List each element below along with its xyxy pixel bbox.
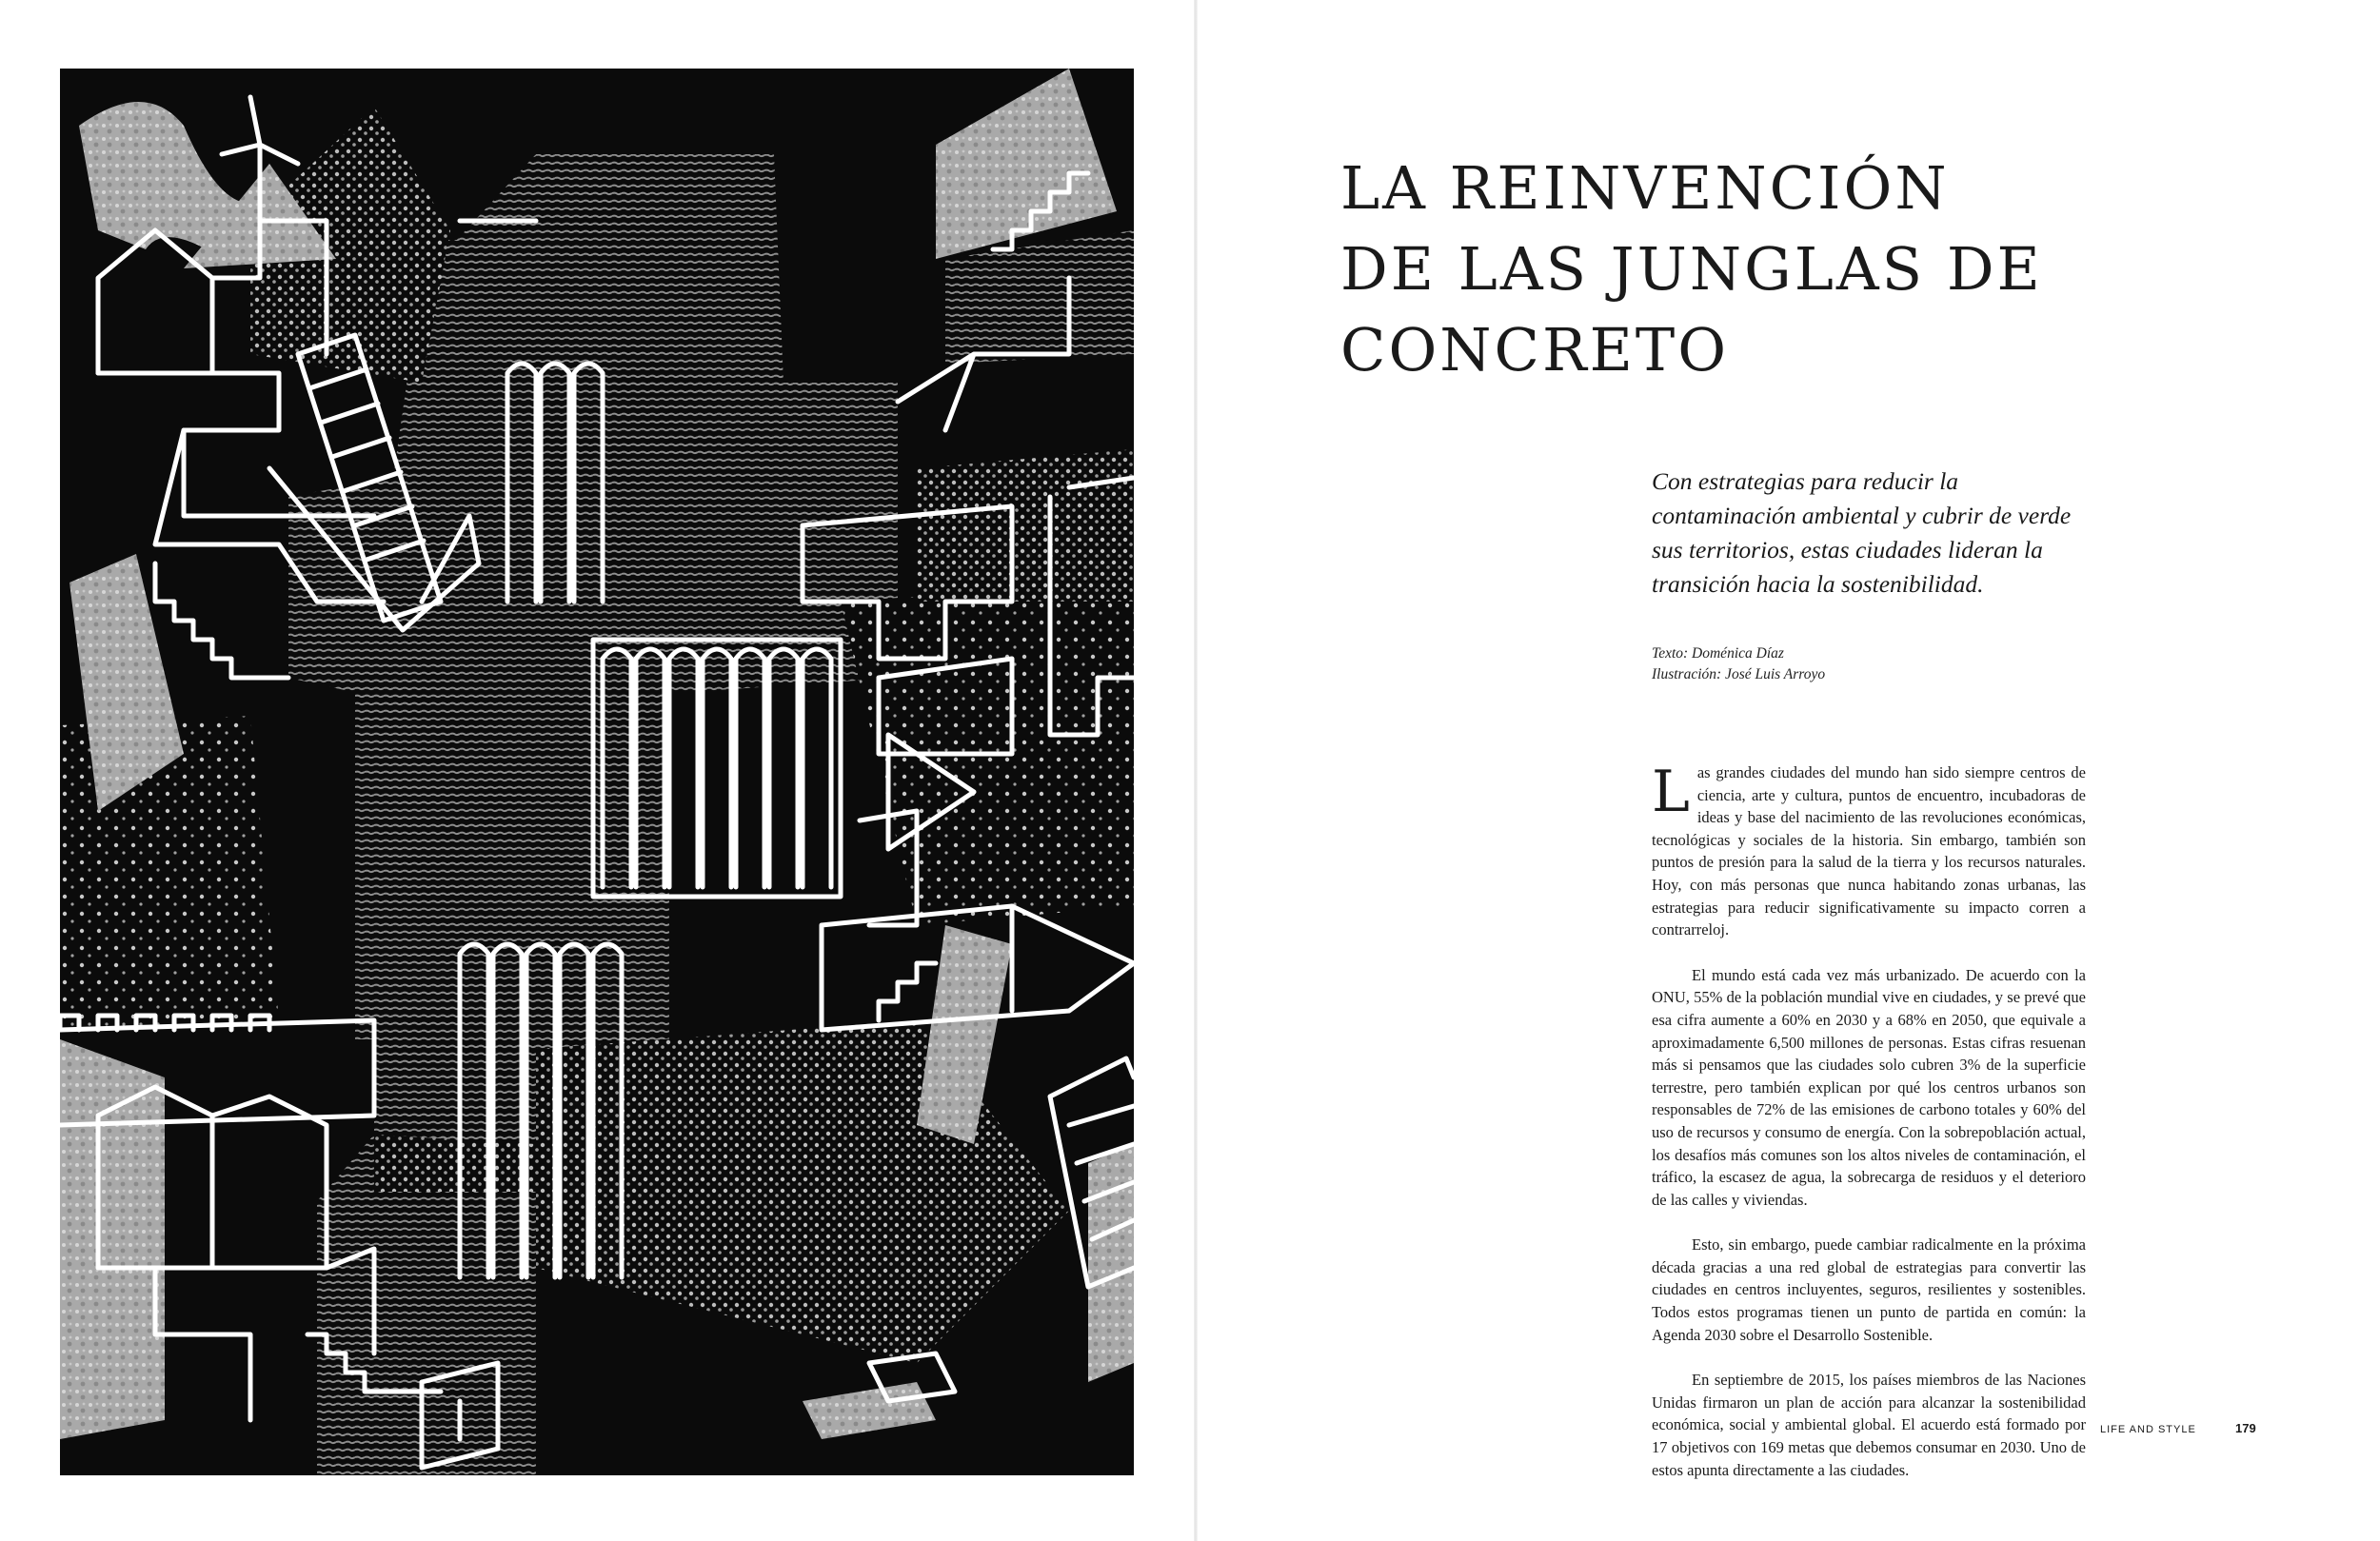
title-line-2: DE LAS JUNGLAS DE [1340,234,2043,304]
dek-line-3: sus territorios, estas ciudades lideran la [1652,536,2043,563]
magazine-folio: LIFE AND STYLE [2100,1424,2196,1435]
page-number: 179 [2235,1421,2256,1435]
dek-line-2: contaminación ambiental y cubrir de verde [1652,502,2072,529]
credit-illustration: Ilustración: José Luis Arroyo [1652,666,1826,682]
body-paragraph-1-text: as grandes ciudades del mundo han sido siempre centros de ciencia, arte y cultura, puntos de encuentro, incubadoras de ideas y base del nacimiento de las revoluciones económicas, tecnológicas y sociales de la historia. Sin embargo, también son puntos de presión para la salud de la tierra y los recursos naturales. Hoy, con más personas que nunca habitando zonas urbanas, las estrategias para reducir significativamente su impacto corren a contrarreloj. [1652,763,2086,939]
body-paragraph-1 [1652,761,2086,941]
dek-line-1: Con estrategias para reducir la [1652,467,1959,495]
dek-line-4: transición hacia la sostenibilidad. [1652,570,1984,598]
article-dek [1652,464,2072,602]
article-title [1340,148,2043,390]
title-line-3: CONCRETO [1340,315,1730,385]
credit-text: Texto: Doménica Díaz [1652,645,1784,662]
body-paragraph-2: El mundo está cada vez más urbanizado. De acuerdo con la ONU, 55% de la población mundial vive en ciudades, y se prevé que esa cifra aumente a 60% en 2030 y a 68% en 2050, que equivale a aproximadamente 6,500 millones de personas. Estas cifras resuenan más si pensamos que las ciudades solo cubren 3% de la superficie terrestre, pero también explican por qué los centros urbanos son responsables de 72% de las emisiones de carbono totales y 60% del uso de recursos y consumo de energía. Con la sobrepoblación actual, los desafíos más comunes son los altos niveles de contaminación, el tráfico, la escasez de agua, la sobrecarga de residuos y el deterioro de las calles y viviendas. [1652,965,2086,1209]
article-credits [1652,643,2033,685]
article-body [1652,761,2086,1504]
title-line-1: LA REINVENCIÓN [1340,153,1950,223]
drop-cap: L [1652,759,1690,825]
city-illustration [60,69,1134,1475]
body-paragraph-3: Esto, sin embargo, puede cambiar radicalmente en la próxima década gracias a una red global de estrategias para convertir las ciudades en centros incluyentes, seguros, resilientes y sostenibles. Todos estos programas tienen un punto de partida en común: la Agenda 2030 sobre el Desarrollo Sostenible. [1652,1235,2086,1344]
body-paragraph-4: En septiembre de 2015, los países miembros de las Naciones Unidas firmaron un plan de acción para alcanzar la sostenibilidad económica, social y ambiental global. El acuerdo está formado por 17 objetivos con 169 metas que debemos consumar en 2030. Uno de estos apunta directamente a las ciudades. [1652,1371,2086,1479]
